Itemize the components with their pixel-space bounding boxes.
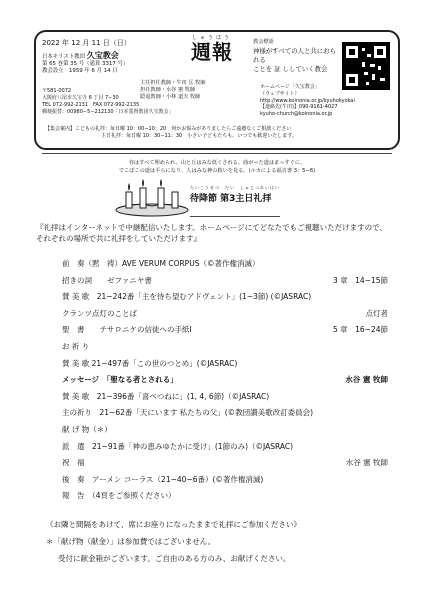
list-item: 報 告 （4頁をご参照ください）: [62, 491, 176, 501]
volume-line: 第 65 巻第 35 号（通算 3317 号）: [42, 61, 129, 68]
contact-phone: 【連絡先(牛田)】090-9161-4027: [260, 104, 338, 111]
denomination: 日本キリスト教団: [42, 54, 86, 60]
motto-label: 教会標語: [253, 39, 274, 45]
list-item: 賛 美 歌 21−497番「この世のつとめ」(©JASRAC): [62, 358, 238, 368]
scripture-line-1: 谷はすべて埋められ、山と丘はみな低くされる。曲がった道はまっすぐに、: [128, 160, 306, 166]
meeting-line-1: 【集会案内】こどもの礼拝：毎日曜 10：00−10：20 何かお悩みがありましたらご遠慮なくご相談ください: [45, 126, 292, 132]
list-item: 派 遣 21−91番「神の恵みゆたかに受け」(1節のみ)（©JASRAC): [62, 441, 294, 451]
contact-email[interactable]: kyuho-church@koinonia.or.jp: [260, 111, 333, 118]
address: 大阪府八尾市久宝寺 6 丁目 7−30: [42, 95, 119, 101]
scripture-line-2: でこぼこの道は平らになり、人はみな神の救いを見る。(ルカによる福音書 3：5−6): [118, 168, 316, 174]
list-item: 祝 福 水谷 憲 牧師: [62, 458, 388, 468]
church-motto: [253, 38, 339, 74]
bulletin-title: [185, 34, 239, 63]
divider-top: [42, 153, 392, 154]
phone-fax: TEL 072-992-2131 FAX 072-992-2135: [42, 102, 140, 108]
list-item: 前 奏（黙 祷）AVE VERUM CORPUS（©著作権消滅）: [62, 259, 260, 268]
offering-note: ＊「献げ物（献金）」は参加費ではございません。: [46, 537, 216, 546]
list-item: 賛 美 歌 21−242番「主を待ち望むアドヴェント」(1−3節) (©JASRAC): [62, 292, 312, 302]
footer-notes: [46, 516, 396, 567]
list-item: メッセージ 「聖なる者とされる」 水谷 憲 牧師: [62, 375, 388, 385]
service-title: [190, 185, 280, 204]
list-item: お 祈 り: [62, 341, 90, 351]
title-text: 週報: [191, 40, 233, 64]
website-info: [260, 84, 400, 118]
meeting-line-2: 主日礼拝：毎日曜 10：30−11：30 小さい子どもたちも、いつでも歓迎いたします。: [101, 133, 297, 139]
broadcast-notice: 『礼拝はインターネットで中継配信いたします。ホームページにてどなたでもご視聴いただけますので、それぞれの場所で共に礼拝をしていただけます』: [36, 223, 387, 243]
list-item: 主の祈り 21−62番「天にいます 私たちの父」(©教団讃美歌改訂委員会): [62, 408, 314, 418]
staff-1: 主任担任教師・牛田 匡 牧師: [140, 80, 206, 86]
issue-date: 2022 年 12 月 11 日（日）: [42, 39, 131, 47]
staff-3: 隠退教師・小林 道夫 牧師: [140, 93, 201, 100]
list-item: 賛 美 歌 21−396番「喜べつねに」(1, 4, 6節)（©JASRAC): [62, 391, 270, 401]
qr-code-icon: [342, 42, 390, 90]
service-title-text: 待降節 第3主日礼拝: [190, 194, 272, 204]
seating-note: 《お隣と間隔をあけて、席にお座りになったままで礼拝にご参加ください》: [46, 520, 301, 529]
postal-transfer: 郵便振替：00980−5−212130「日本基督教団久宝教会」: [42, 109, 174, 115]
hp-sub: （ウェブサイト）: [260, 90, 300, 97]
list-item: 献 げ 物（＊）: [62, 424, 112, 434]
offering-box-note: 受付に献金箱がございます。ご自由のある方のみ、お献げください。: [58, 554, 291, 563]
motto-line-1: 神様がすべての人と共におられる: [253, 47, 336, 64]
staff-2: 担任教師・水谷 憲 牧師: [140, 86, 196, 93]
meeting-guide: [45, 126, 395, 140]
postal-code: 〒581-0072: [42, 88, 72, 94]
founded-line: 教会設立 1959 年 6 月 14 日: [42, 68, 118, 75]
liturgy-list: [62, 256, 392, 505]
scripture-quote: [62, 159, 372, 175]
divider-title: [190, 216, 280, 217]
staff-list: [140, 80, 260, 100]
title-ruby: しゅうほう: [191, 35, 232, 41]
list-item: 聖 書 テサロニケの信徒への手紙Ⅰ 5 章 16−24節: [62, 325, 388, 335]
hp-label: ホームページ「久宝教会」: [260, 84, 320, 90]
list-item: クランツ点灯のことば 点灯者: [62, 308, 388, 318]
list-item: 招きの詞 ゼファニヤ書 3 章 14−15節: [62, 275, 388, 285]
motto-line-2: ことを 証 ししていく教会: [253, 65, 328, 73]
hp-url[interactable]: http://www.koinonia.or.jp/kyuhokyokai: [260, 97, 355, 104]
church-name: 久宝教会: [86, 51, 119, 60]
service-title-ruby: たいこうせつ だい しゅじつれいはい: [190, 185, 280, 190]
church-info: [42, 52, 162, 76]
advent-wreath-icon: [114, 178, 190, 218]
list-item: 後 奏 アーメン コーラス（21−40−6番）(©著作権消滅): [62, 474, 264, 484]
